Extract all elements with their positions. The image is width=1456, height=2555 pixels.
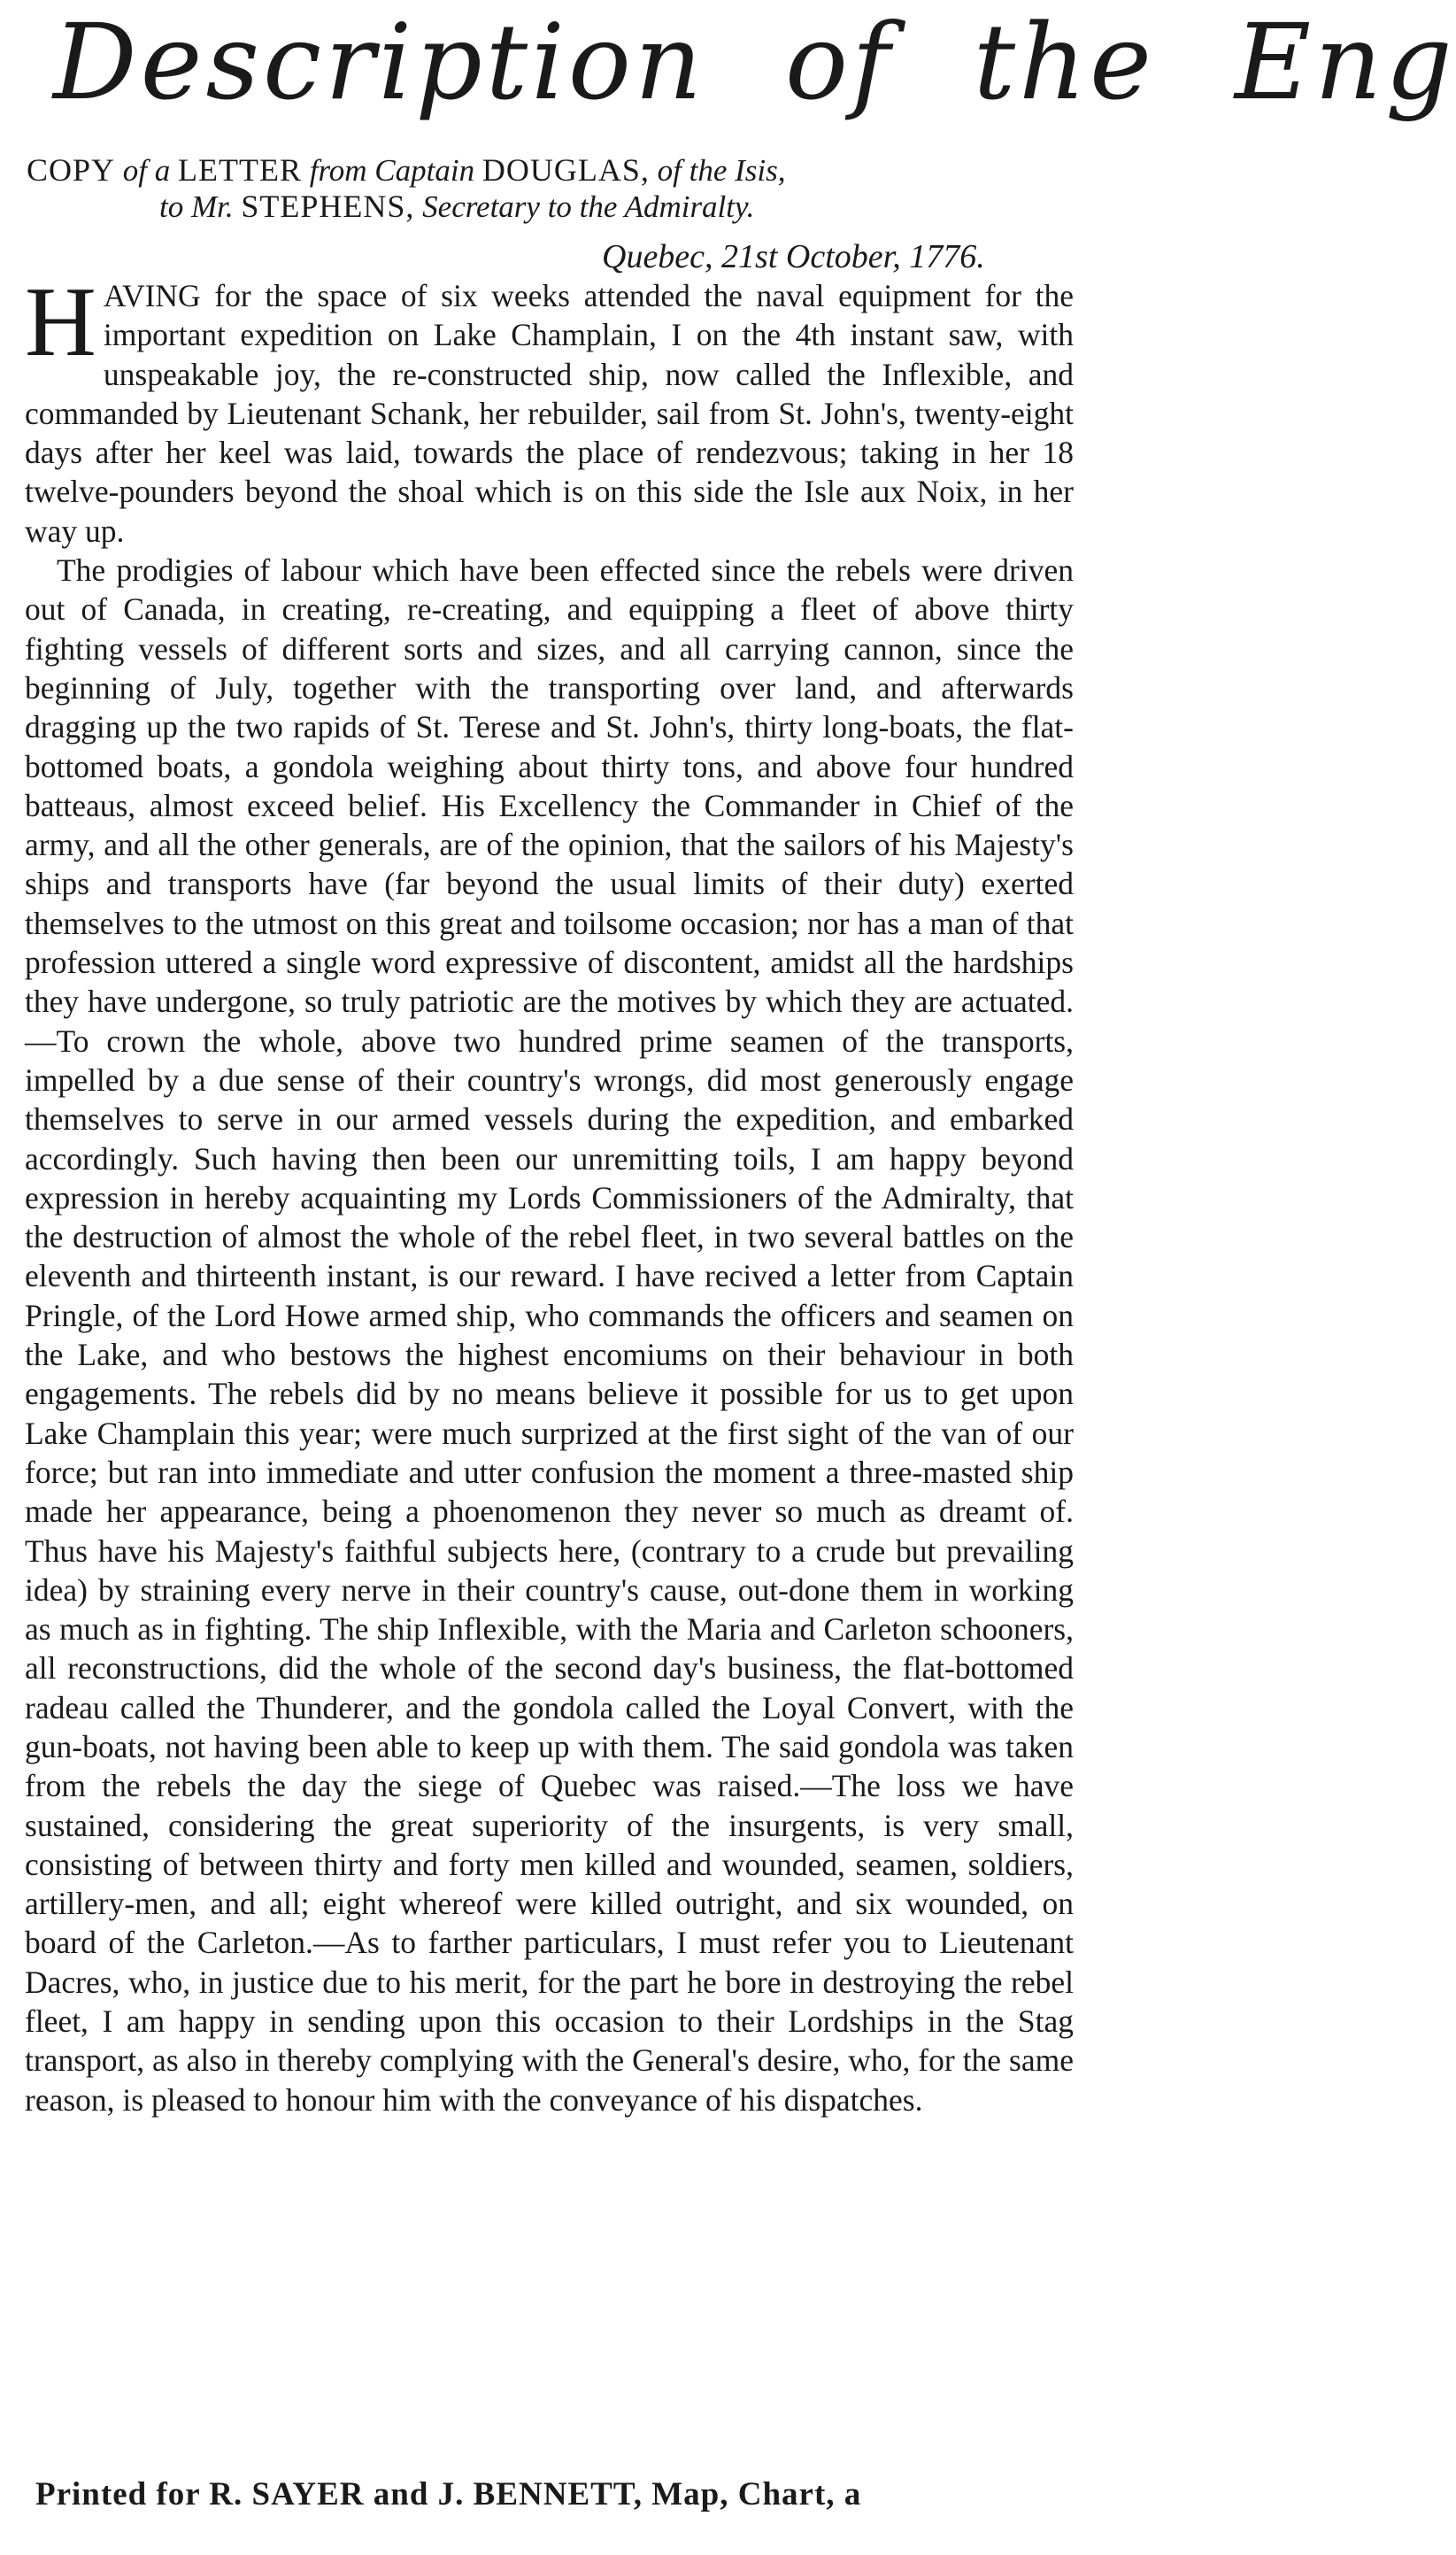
drop-cap: H — [25, 267, 96, 377]
paragraph-1 — [25, 267, 1074, 551]
heading-douglas: DOUGLAS, — [481, 152, 650, 188]
heading-from-captain: from Captain — [309, 153, 475, 188]
heading-of-the-isis: of the Isis, — [657, 153, 786, 188]
heading-of-a: of a — [122, 153, 171, 188]
printer-imprint: Printed for R. SAYER and J. BENNETT, Map, Chart, a — [35, 2476, 862, 2513]
heading-stephens: STEPHENS, — [241, 189, 415, 224]
heading-line-2 — [27, 189, 1071, 225]
page-title — [53, 0, 1456, 142]
dateline: Quebec, 21st October, 1776. — [602, 238, 985, 275]
title-word-1: Description — [53, 1, 705, 123]
paragraph-2: The prodigies of labour which have been effected since the rebels were driven out of Canada, in creating, re-creating, and equipping a fleet of above thirty fighting vessels of different sorts and sizes, and all carrying cannon, since the beginning of July, together with the transporting over land, and afterwards dragging up the two rapids of St. Terese and St. John's, thirty long-boats, the flat-bottomed boats, a gondola weighing about thirty tons, and above four hundred batteaus, almost exceed belief. His Excellency the Commander in Chief of the army, and all the other generals, are of the opinion, that the sailors of his Majesty's ships and transports have (far beyond the usual limits of their duty) exerted themselves to the utmost on this great and toilsome occasion; nor has a man of that profession uttered a single word expressive of discontent, amidst all the hardships they have undergone, so truly patriotic are the motives by which they are actuated.—To crown the whole, above two hundred prime seamen of the transports, impelled by a due sense of their country's wrongs, did most generously engage themselves to serve in our armed vessels during the expedition, and embarked accordingly. Such having then been our unremitting toils, I am happy beyond expression in hereby acquainting my Lords Commissioners of the Admiralty, that the destruction of almost the whole of the rebel fleet, in two several battles on the eleventh and thirteenth instant, is our reward. I have recived a letter from Captain Pringle, of the Lord Howe armed ship, who commands the officers and seamen on the Lake, and who bestows the highest encomiums on their behaviour in both engagements. The rebels did by no means believe it possible for us to get upon Lake Champlain this year; were much surprized at the first sight of the van of our force; but ran into immediate and utter confusion the moment a three-masted ship made her appearance, being a phoenomenon they never so much as dreamt of. Thus have his Majesty's faithful subjects here, (contrary to a crude but prevailing idea) by straining every nerve in their country's cause, out-done them in working as much as in fighting. The ship Inflexible, with the Maria and Carleton schooners, all reconstructions, did the whole of the second day's business, the flat-bottomed radeau called the Thunderer, and the gondola called the Loyal Convert, with the gun-boats, not having been able to keep up with them. The said gondola was taken from the rebels the day the siege of Quebec was raised.—The loss we have sustained, considering the great superiority of the insurgents, is very small, consisting of between thirty and forty men killed and wounded, seamen, soldiers, artillery-men, and all; eight whereof were killed outright, and six wounded, on board of the Carleton.—As to farther particulars, I must refer you to Lieutenant Dacres, who, in justice due to his merit, for the part he bore in destroying the rebel fleet, I am happy in sending upon this occasion to their Lordships in the Stag transport, as also in thereby complying with the General's desire, who, for the same reason, is pleased to honour him with the conveyance of his dispatches. — [25, 552, 1074, 2118]
heading-secretary: Secretary to the Admiralty. — [422, 189, 755, 224]
letter-heading — [27, 152, 1071, 225]
heading-copy: COPY — [27, 152, 116, 188]
heading-to-mr: to Mr. — [159, 189, 234, 224]
title-word-4: Eng — [1234, 1, 1456, 123]
letter-body — [25, 267, 1074, 2119]
paragraph-1-text: AVING for the space of six weeks attended the naval equipment for the important expedition on Lake Champlain, I on the 4th instant saw, with unspeakable joy, the re-constructed ship, now called the Inflexible, and commanded by Lieutenant Schank, her rebuilder, sail from St. John's, twenty-eight days after her keel was laid, towards the place of rendezvous; taking in her 18 twelve-pounders beyond the shoal which is on this side the Isle aux Noix, in her way up. — [25, 278, 1074, 549]
title-word-2: of — [784, 1, 894, 123]
title-word-3: the — [973, 1, 1155, 123]
heading-letter: LETTER — [178, 152, 302, 188]
